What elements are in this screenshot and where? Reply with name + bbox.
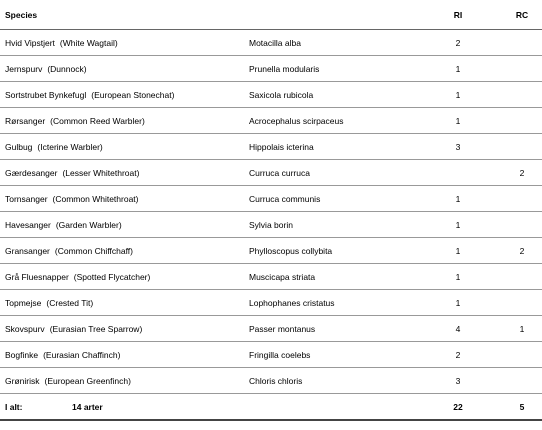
species-name-cell <box>5 238 133 263</box>
table-row <box>0 30 542 56</box>
rc-count: 1 <box>519 323 525 334</box>
table-row <box>0 56 542 82</box>
danish-name: Gransanger <box>5 245 50 256</box>
rc-count <box>504 56 540 81</box>
latin-name: Acrocephalus scirpaceus <box>249 115 344 126</box>
ri-count: 2 <box>455 37 461 48</box>
total-species-count: 14 arter <box>72 401 103 412</box>
latin-name: Phylloscopus collybita <box>249 245 333 256</box>
ri-count: 1 <box>455 115 461 126</box>
danish-name: Jernspurv <box>5 63 43 74</box>
ri-count: 3 <box>455 141 461 152</box>
latin-name: Motacilla alba <box>249 37 301 48</box>
table-total-row <box>0 394 542 421</box>
species-name-cell <box>5 82 174 107</box>
rc-count <box>504 82 540 107</box>
english-name: (Common Reed Warbler) <box>50 115 145 126</box>
danish-name: Gærdesanger <box>5 167 58 178</box>
header-species: Species <box>5 9 38 20</box>
rc-count <box>504 342 540 367</box>
ri-count: 1 <box>455 193 461 204</box>
species-name-cell <box>5 108 145 133</box>
total-rc: 5 <box>519 401 525 412</box>
species-name-cell <box>5 160 139 185</box>
ri-count: 1 <box>455 219 461 230</box>
ri-count: 3 <box>455 375 461 386</box>
english-name: (White Wagtail) <box>59 37 118 48</box>
english-name: (Eurasian Tree Sparrow) <box>49 323 143 334</box>
rc-count <box>504 134 540 159</box>
ri-count: 1 <box>455 89 461 100</box>
ri-count: 4 <box>455 323 461 334</box>
english-name: (Common Chiffchaff) <box>54 245 133 256</box>
species-name-cell <box>5 30 118 55</box>
species-name-cell <box>5 342 120 367</box>
table-row <box>0 82 542 108</box>
species-name-cell <box>5 212 122 237</box>
latin-name: Chloris chloris <box>249 375 303 386</box>
latin-name: Lophophanes cristatus <box>249 297 335 308</box>
species-name-cell <box>5 56 87 81</box>
total-label: I alt: <box>5 401 23 412</box>
latin-name: Sylvia borin <box>249 219 293 230</box>
danish-name: Bogfinke <box>5 349 39 360</box>
species-name-cell <box>5 186 139 211</box>
latin-name: Muscicapa striata <box>249 271 316 282</box>
latin-name: Curruca communis <box>249 193 321 204</box>
header-rc: RC <box>515 9 529 20</box>
table-row <box>0 108 542 134</box>
english-name: (Common Whitethroat) <box>52 193 139 204</box>
danish-name: Tornsanger <box>5 193 48 204</box>
english-name: (Icterine Warbler) <box>37 141 103 152</box>
danish-name: Sortstrubet Bynkefugl <box>5 89 87 100</box>
rc-count <box>504 368 540 393</box>
latin-name: Saxicola rubicola <box>249 89 314 100</box>
english-name: (Crested Tit) <box>46 297 94 308</box>
species-name-cell <box>5 316 142 341</box>
ri-count: 1 <box>455 63 461 74</box>
latin-name: Curruca curruca <box>249 167 310 178</box>
table-row <box>0 368 542 394</box>
ri-count: 1 <box>455 297 461 308</box>
total-ri: 22 <box>453 401 463 412</box>
table-row <box>0 212 542 238</box>
danish-name: Hvid Vipstjert <box>5 37 55 48</box>
table-row <box>0 342 542 368</box>
english-name: (Garden Warbler) <box>55 219 122 230</box>
rc-count <box>504 30 540 55</box>
danish-name: Grå Fluesnapper <box>5 271 69 282</box>
danish-name: Topmejse <box>5 297 42 308</box>
rc-count: 2 <box>519 245 525 256</box>
english-name: (Spotted Flycatcher) <box>73 271 151 282</box>
english-name: (Eurasian Chaffinch) <box>43 349 121 360</box>
latin-name: Passer montanus <box>249 323 316 334</box>
ri-count <box>440 160 476 185</box>
english-name: (European Stonechat) <box>91 89 175 100</box>
species-name-cell <box>5 264 150 289</box>
latin-name: Hippolais icterina <box>249 141 314 152</box>
latin-name: Prunella modularis <box>249 63 320 74</box>
latin-name: Fringilla coelebs <box>249 349 311 360</box>
table-body <box>0 30 542 394</box>
table-row <box>0 186 542 212</box>
danish-name: Skovspurv <box>5 323 45 334</box>
danish-name: Grønirisk <box>5 375 40 386</box>
table-row <box>0 264 542 290</box>
table-row <box>0 134 542 160</box>
english-name: (European Greenfinch) <box>44 375 131 386</box>
rc-count <box>504 212 540 237</box>
table-header-row <box>0 0 542 30</box>
species-name-cell <box>5 368 131 393</box>
ri-count: 1 <box>455 245 461 256</box>
danish-name: Havesanger <box>5 219 51 230</box>
table-row <box>0 316 542 342</box>
species-name-cell <box>5 290 93 315</box>
ri-count: 2 <box>455 349 461 360</box>
table-row <box>0 238 542 264</box>
rc-count <box>504 264 540 289</box>
english-name: (Lesser Whitethroat) <box>62 167 140 178</box>
rc-count <box>504 290 540 315</box>
danish-name: Rørsanger <box>5 115 46 126</box>
species-name-cell <box>5 134 103 159</box>
ri-count: 1 <box>455 271 461 282</box>
rc-count <box>504 108 540 133</box>
header-ri: RI <box>453 9 463 20</box>
table-row <box>0 160 542 186</box>
rc-count <box>504 186 540 211</box>
table-row <box>0 290 542 316</box>
english-name: (Dunnock) <box>47 63 87 74</box>
rc-count: 2 <box>519 167 525 178</box>
danish-name: Gulbug <box>5 141 33 152</box>
